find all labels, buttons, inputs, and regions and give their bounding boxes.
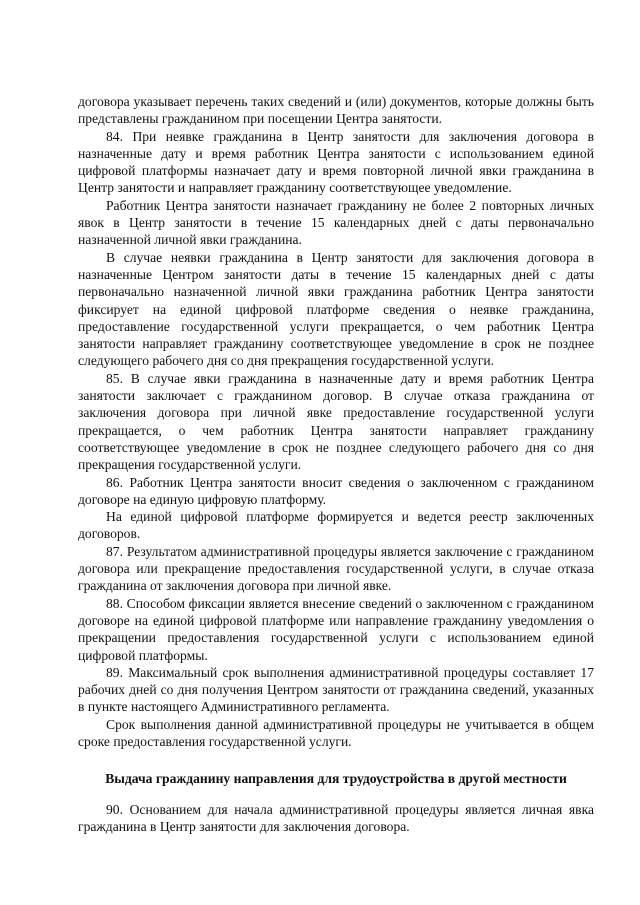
paragraph-continuation: договора указывает перечень таких сведений и (или) документов, которые должны быть представлены гражданином при посещении Центра занятости. bbox=[78, 94, 594, 127]
paragraph-86: 86. Работник Центра занятости вносит сведения о заключенном с гражданином договоре на единую цифровую платформу. bbox=[78, 474, 594, 507]
paragraph-84-repeat-limit: Работник Центра занятости назначает гражданину не более 2 повторных личных явок в Центр занятости в течение 15 календарных дней с даты первоначально назначенной личной явки гражданина. bbox=[78, 197, 594, 248]
paragraph-86-registry: На единой цифровой платформе формируется и ведется реестр заключенных договоров. bbox=[78, 509, 594, 542]
paragraph-90: 90. Основанием для начала административной процедуры является личная явка гражданина в Центр занятости для заключения договора. bbox=[78, 801, 594, 834]
paragraph-84: 84. При неявке гражданина в Центр занятости для заключения договора в назначенные дату и время работник Центра занятости с использованием единой цифровой платформы назначает дату и время повторной личной явки гражданина в Центр занятости и направляет гражданину соответствующее уведомление. bbox=[78, 128, 594, 196]
paragraph-87: 87. Результатом административной процедуры является заключение с гражданином договора или прекращение предоставления государственной услуги, в случае отказа гражданина от заключения договора при личной явке. bbox=[78, 543, 594, 594]
paragraph-85: 85. В случае явки гражданина в назначенные дату и время работник Центра занятости заключает с гражданином договор. В случае отказа гражданина от заключения договора при личной явке предоставление государственной услуги прекращается, о чем работник Центра занятости направляет гражданину соответствующее уведомление в срок не позднее следующего рабочего дня со дня прекращения государственной услуги. bbox=[78, 370, 594, 473]
paragraph-89: 89. Максимальный срок выполнения административной процедуры составляет 17 рабочих дней со дня получения Центром занятости от гражданина сведений, указанных в пункте настоящего Административного регламента. bbox=[78, 664, 594, 715]
section-heading: Выдача гражданину направления для трудоустройства в другой местности bbox=[105, 771, 567, 787]
paragraph-89-term: Срок выполнения данной административной процедуры не учитывается в общем сроке предоставления государственной услуги. bbox=[78, 716, 594, 749]
paragraph-84-no-show: В случае неявки гражданина в Центр занятости для заключения договора в назначенные Центром занятости даты в течение 15 календарных дней с даты первоначально назначенной личной явки гражданина работник Центра занятости фиксирует на единой цифровой платформе сведения о неявке гражданина, предоставление государственной услуги прекращается, о чем работник Центра занятости направляет гражданину соответствующее уведомление в срок не позднее следующего рабочего дня со дня прекращения государственной услуги. bbox=[78, 249, 594, 369]
paragraph-88: 88. Способом фиксации является внесение сведений о заключенном с гражданином договоре на единой цифровой платформе или направление гражданину уведомления о прекращении предоставления государственной услуги с использованием единой цифровой платформы. bbox=[78, 595, 594, 663]
document-page bbox=[78, 93, 594, 835]
